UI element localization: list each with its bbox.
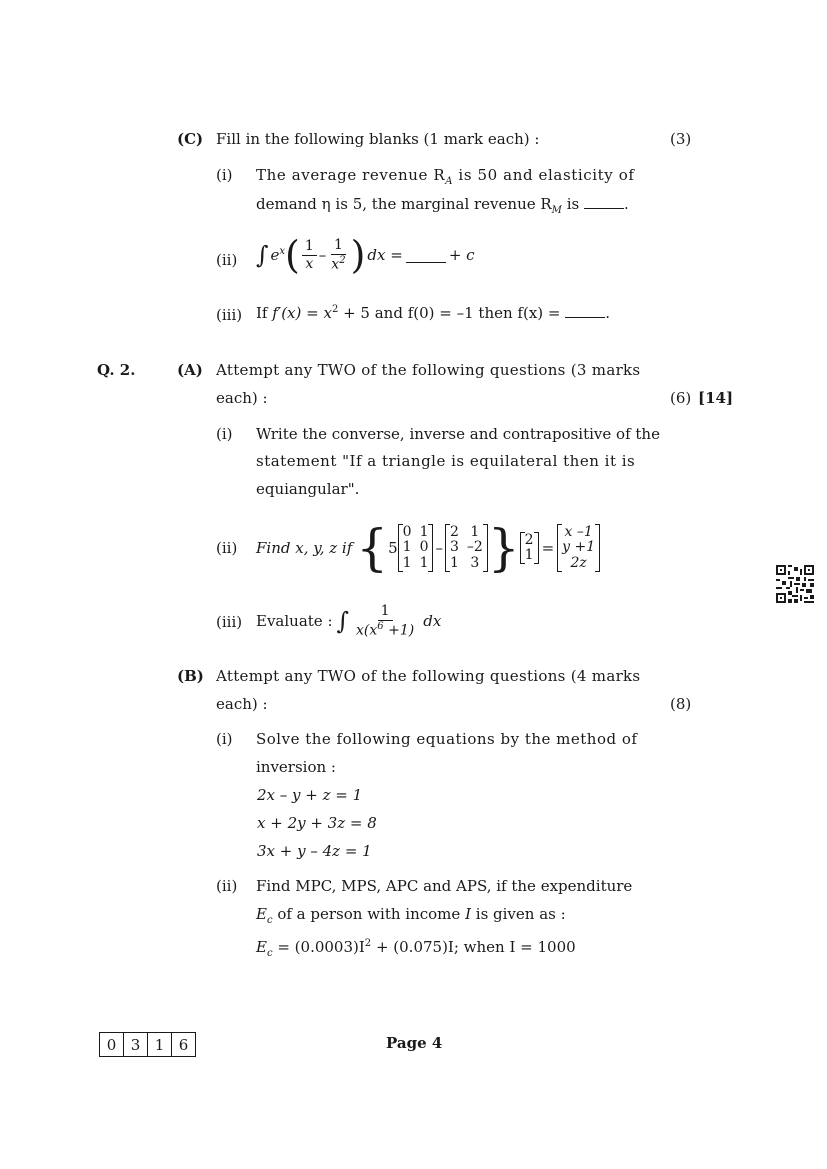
answer-blank	[565, 302, 605, 318]
paper-code-box	[99, 1032, 196, 1057]
item-number: (i)	[216, 425, 233, 443]
answer-blank	[406, 247, 446, 263]
question-text: The average revenue $R_A$ is 50 and elasticity of	[256, 166, 635, 187]
item-number: (ii)	[216, 251, 238, 269]
question-text: If $f'(x) = x^2 + 5$ and f(0) = –1 then f(x) = .	[256, 304, 611, 322]
part-a-heading: Attempt any TWO of the following questions (3 marks	[216, 361, 641, 379]
matrix-b: 2 1 3 –2 1 3	[445, 524, 488, 572]
matrix-c: 2 1	[520, 532, 539, 565]
item-number: (i)	[216, 730, 233, 748]
question-text: Write the converse, inverse and contrapositive of the	[256, 425, 660, 443]
question-text: demand η is 5, the marginal revenue $R_M$ is .	[256, 195, 629, 216]
qr-code-icon	[776, 565, 814, 603]
part-b-label: (B)	[177, 667, 204, 685]
matrix-expression: Find x, y, z if { 5 0 1 1 0 1 1 – 2 1 3 –2 1 3 } 2 1 = x –1 y +1 2z	[256, 519, 600, 577]
part-a-marks: (6)	[670, 389, 692, 407]
code-digit: 1	[148, 1033, 172, 1056]
page-number: Page 4	[386, 1034, 443, 1052]
part-b-marks: (8)	[670, 695, 692, 713]
formula: $E_c = (0.0003)I^2 + (0.075)I$; when I = 1000	[256, 938, 576, 959]
item-number: (iii)	[216, 613, 243, 631]
part-b-heading-cont: each) :	[216, 695, 268, 713]
equation: 2x – y + z = 1	[257, 786, 363, 804]
question-text: Solve the following equations by the method of	[256, 730, 638, 748]
part-a-heading-cont: each) :	[216, 389, 268, 407]
item-number: (i)	[216, 166, 233, 184]
matrix-a: 0 1 1 0 1 1	[398, 524, 434, 572]
equation: 3x + y – 4z = 1	[257, 842, 372, 860]
item-number: (ii)	[216, 539, 238, 557]
part-a-label: (A)	[177, 361, 203, 379]
integral-expression: ∫ $e^x$ ( $\frac{1}{x}$ – $\frac{1}{x^2}$ ) dx = + c	[256, 233, 475, 277]
equation: x + 2y + 3z = 8	[257, 814, 377, 832]
answer-blank	[584, 193, 624, 209]
question-text: $E_c$ of a person with income I is given as :	[256, 905, 566, 926]
integral-expression: Evaluate : ∫ $\frac{1}{x(x^6 +1)}$ dx	[256, 602, 442, 639]
item-number: (ii)	[216, 877, 238, 895]
part-b-heading: Attempt any TWO of the following questions (4 marks	[216, 667, 641, 685]
code-digit: 0	[100, 1033, 124, 1056]
code-digit: 3	[124, 1033, 148, 1056]
section-c-marks: (3)	[670, 130, 692, 148]
matrix-d: x –1 y +1 2z	[557, 524, 600, 572]
question-text: equiangular".	[256, 480, 360, 498]
question-text: inversion :	[256, 758, 336, 776]
item-number: (iii)	[216, 306, 243, 324]
question-number: Q. 2.	[97, 361, 136, 379]
section-c-label: (C)	[177, 130, 204, 148]
section-c-heading: Fill in the following blanks (1 mark each) :	[216, 130, 540, 148]
code-digit: 6	[178, 1035, 189, 1054]
question-text: Find MPC, MPS, APC and APS, if the expenditure	[256, 877, 633, 895]
question-text: statement "If a triangle is equilateral then it is	[256, 452, 636, 470]
question-total-marks: [14]	[698, 389, 734, 407]
